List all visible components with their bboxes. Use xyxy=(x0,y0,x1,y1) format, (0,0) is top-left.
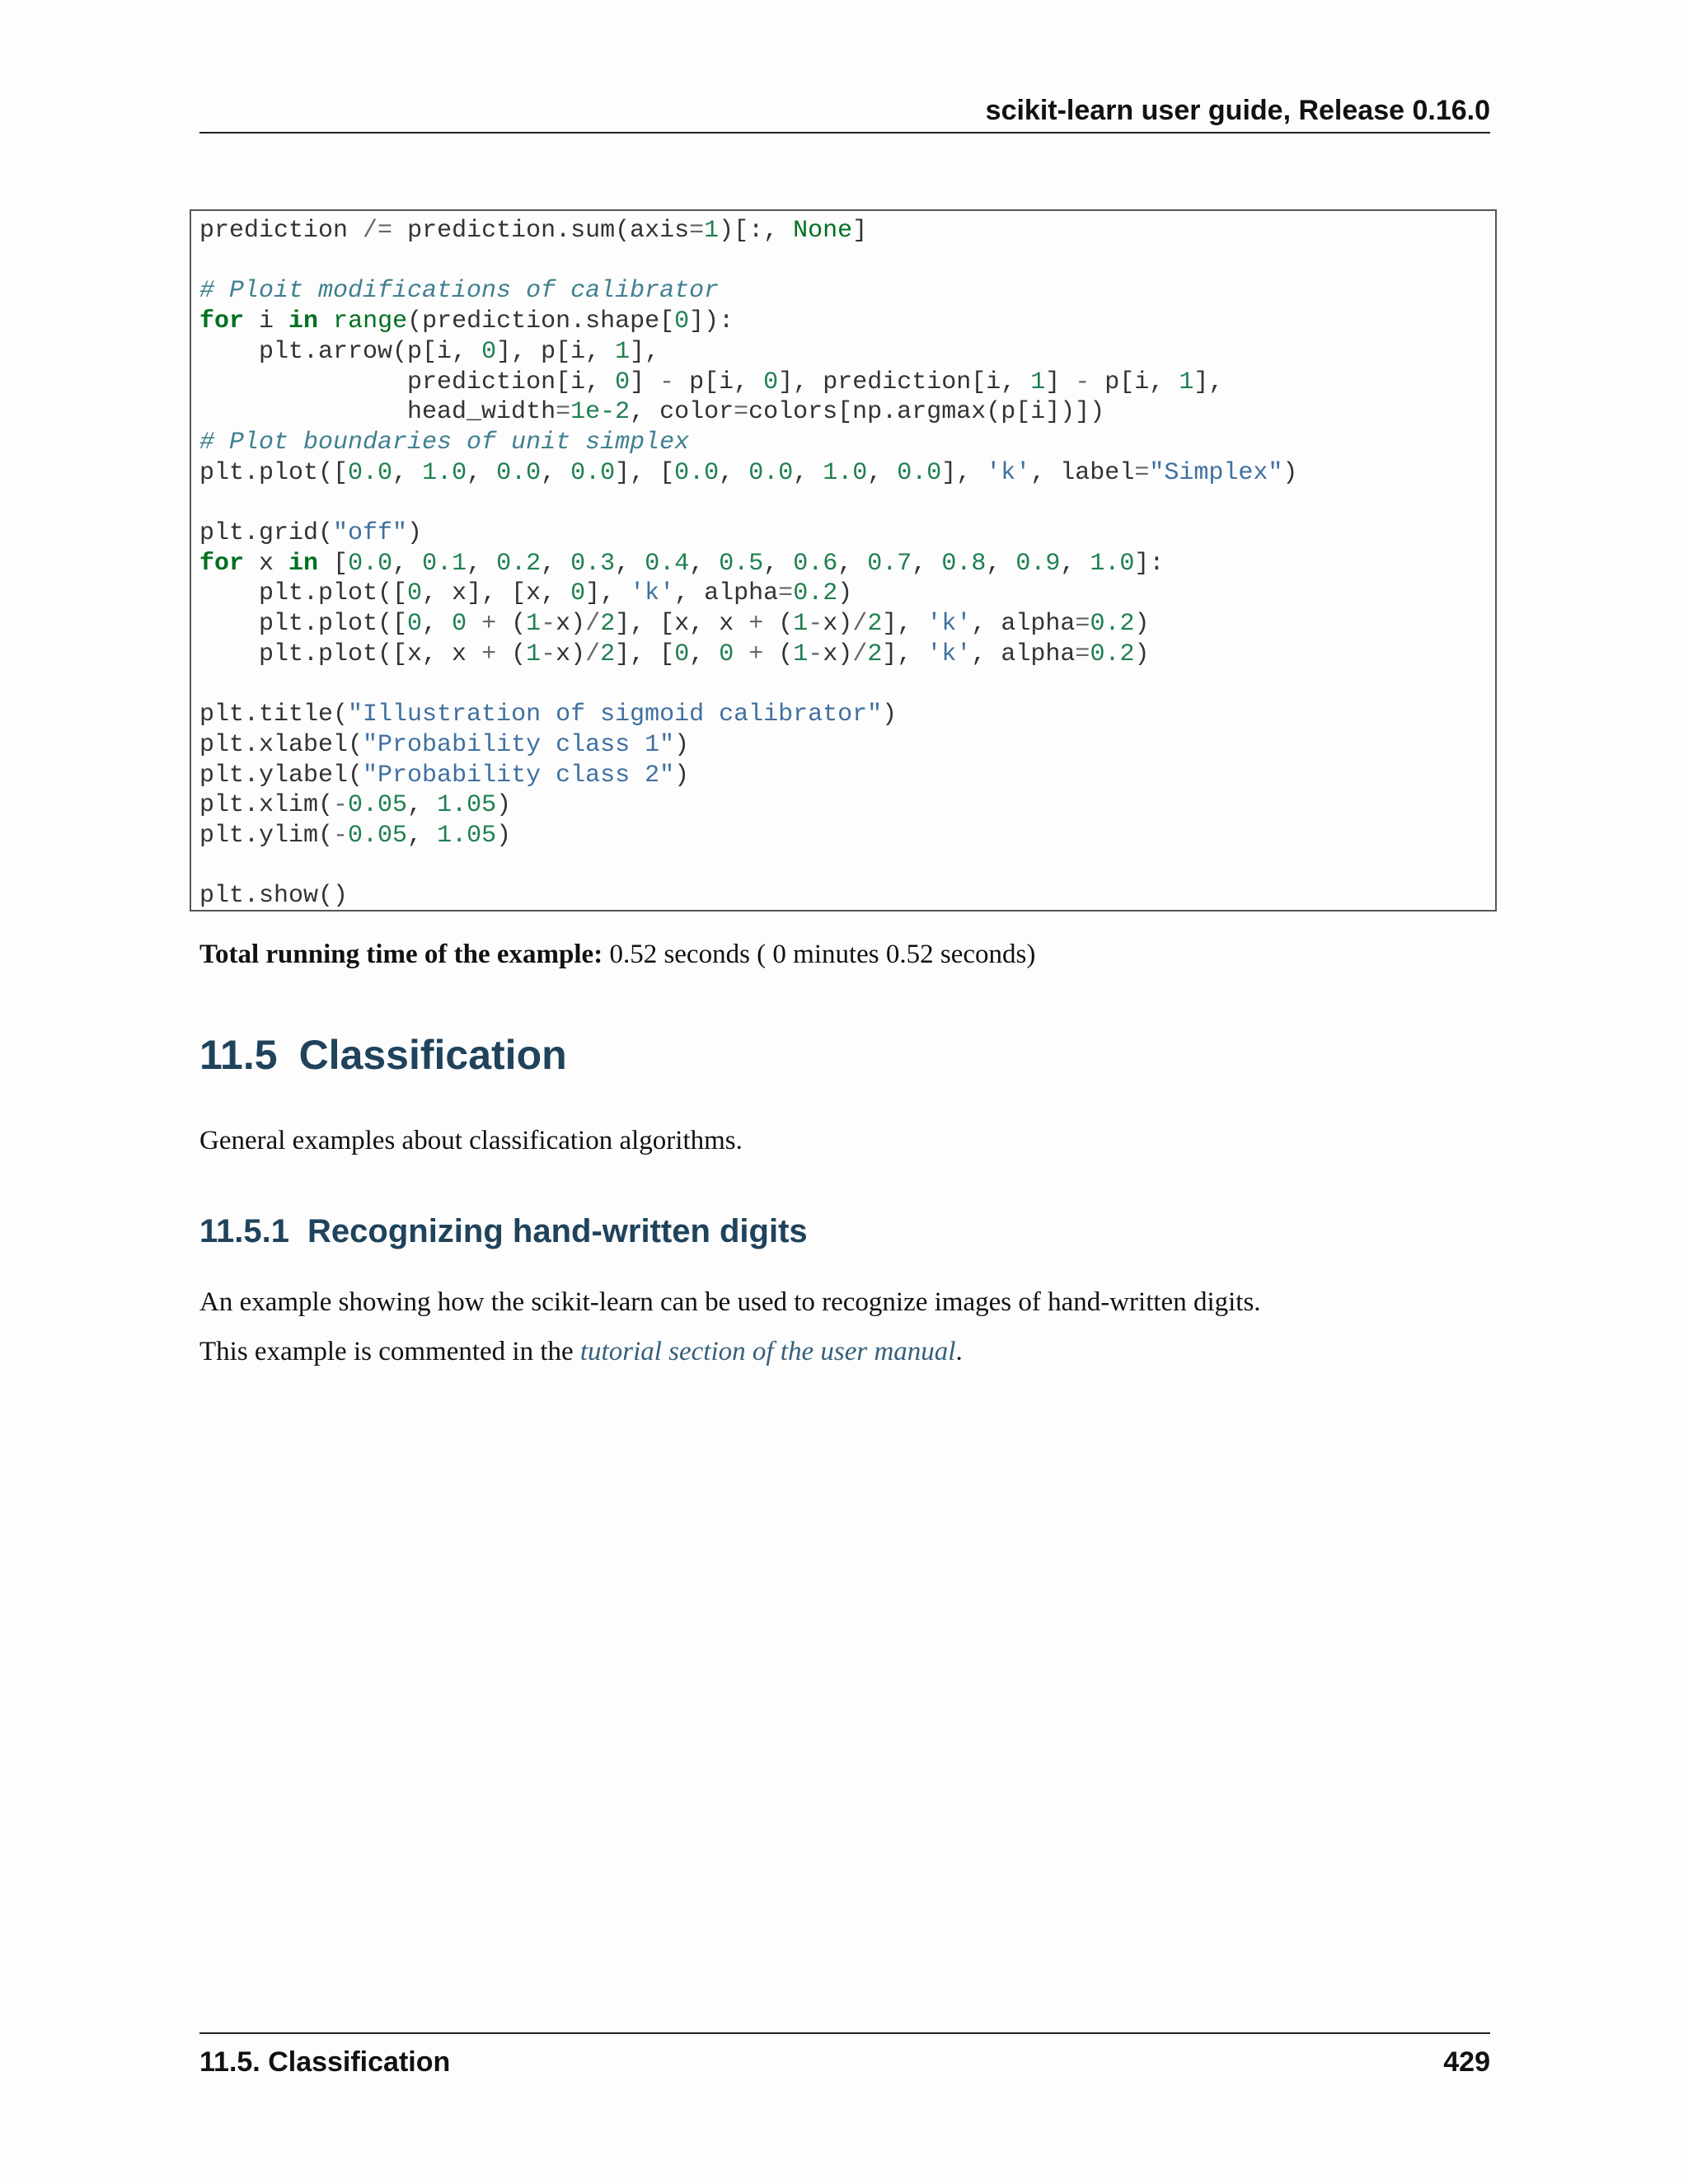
code-line: plt.title("Illustration of sigmoid calibrator") xyxy=(199,701,898,729)
header-title: scikit-learn user guide, Release 0.16.0 xyxy=(985,95,1490,126)
running-time xyxy=(199,936,1035,972)
code-line: for x in [0.0, 0.1, 0.2, 0.3, 0.4, 0.5, 0.6, 0.7, 0.8, 0.9, 1.0]: xyxy=(199,549,1165,578)
code-block xyxy=(190,209,1497,912)
code-line: plt.plot([0.0, 1.0, 0.0, 0.0], [0.0, 0.0, 1.0, 0.0], 'k', label="Simplex") xyxy=(199,458,1298,487)
subsection-heading xyxy=(199,1207,808,1255)
code-line: plt.grid("off") xyxy=(199,519,423,548)
code-line: # Ploit modifications of calibrator xyxy=(199,277,720,306)
section-intro: General examples about classification algorithms. xyxy=(199,1126,743,1155)
section-heading xyxy=(199,1026,567,1084)
code-line: for i in range(prediction.shape[0]): xyxy=(199,307,734,336)
code-line: plt.ylim(-0.05, 1.05) xyxy=(199,822,512,851)
code-line: # Plot boundaries of unit simplex xyxy=(199,428,690,457)
code-line: prediction[i, 0] - p[i, 0], prediction[i, 1] - p[i, 1], xyxy=(199,368,1224,396)
code-listing xyxy=(199,216,1495,912)
section-title: Classification xyxy=(298,1032,567,1078)
subsection-number: 11.5.1 xyxy=(199,1213,290,1249)
running-time-value: 0.52 seconds ( 0 minutes 0.52 seconds) xyxy=(603,940,1036,969)
section-number: 11.5 xyxy=(199,1032,278,1078)
footer-section: 11.5. Classification xyxy=(199,2046,451,2078)
tutorial-suffix: . xyxy=(955,1337,963,1366)
code-line: head_width=1e-2, color=colors[np.argmax(p[i])]) xyxy=(199,398,1105,427)
code-line: plt.ylabel("Probability class 2") xyxy=(199,761,690,790)
code-line: plt.arrow(p[i, 0], p[i, 1], xyxy=(199,337,660,366)
page-footer xyxy=(199,2032,1490,2083)
code-line: prediction /= prediction.sum(axis=1)[:, None] xyxy=(199,217,868,245)
code-line: plt.xlim(-0.05, 1.05) xyxy=(199,791,512,820)
page-header xyxy=(199,89,1490,134)
running-time-label: Total running time of the example: xyxy=(199,940,603,969)
subsection-title: Recognizing hand-written digits xyxy=(307,1213,808,1249)
footer-page-number: 429 xyxy=(1443,2046,1490,2078)
code-line: plt.show() xyxy=(199,882,349,911)
code-line: plt.plot([x, x + (1-x)/2], [0, 0 + (1-x)/2], 'k', alpha=0.2) xyxy=(199,640,1150,668)
code-line: plt.xlabel("Probability class 1") xyxy=(199,730,690,759)
tutorial-paragraph xyxy=(199,1333,963,1370)
subsection-paragraph: An example showing how the scikit-learn can be used to recognize images of hand-written digits. xyxy=(199,1287,1261,1317)
tutorial-prefix: This example is commented in the xyxy=(199,1337,580,1366)
code-line: plt.plot([0, 0 + (1-x)/2], [x, x + (1-x)/2], 'k', alpha=0.2) xyxy=(199,610,1150,639)
code-line: plt.plot([0, x], [x, 0], 'k', alpha=0.2) xyxy=(199,579,853,608)
tutorial-link[interactable]: tutorial section of the user manual xyxy=(579,1337,956,1366)
